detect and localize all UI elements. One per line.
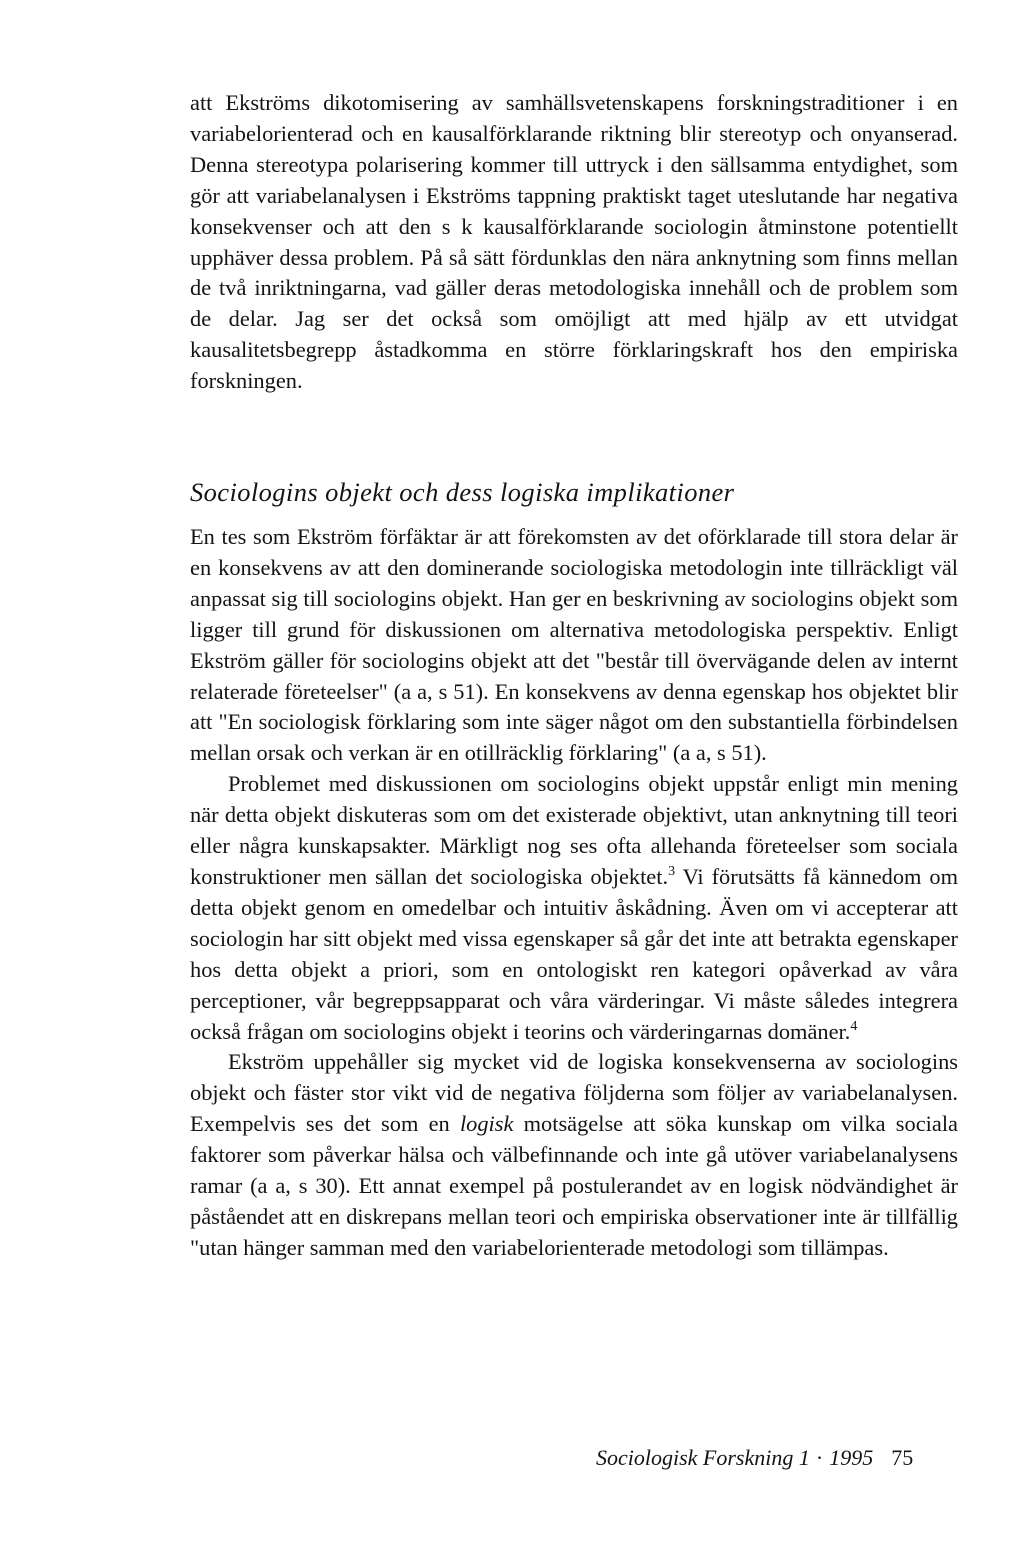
section-heading: Sociologins objekt och dess logiska implikationer [190, 477, 735, 507]
footer-year: 1995 [829, 1445, 874, 1470]
paragraph-1: En tes som Ekström förfäktar är att förekomsten av det oförklarade till stora delar är en konsekvens av att den dominerande sociologiska metodologin inte tillräckligt väl anpassat sig till sociologins objekt. Han ger en beskrivning av sociologins objekt som ligger till grund för diskussionen om alternativa metodologiska perspektiv. Enligt Ekström gäller för sociologins objekt att det "består till övervägande delen av internt relaterade företeelser" (a a, s 51). En konsekvens av denna egenskap hos objektet blir att "En sociologisk förklaring som inte säger något om den substantiella förbindelsen mellan orsak och verkan är en otillräcklig förklaring" (a a, s 51). [190, 524, 958, 766]
paragraph-2-part-2: Vi förutsätts få kännedom om detta objekt genom en omedelbar och intuitiv åskådning. Även om vi accepterar att sociologin har sitt objekt med vissa egenskaper så går det inte att betrakta egenskaper hos detta objekt a priori, som en ontologiskt ren kategori opåverkad av våra perceptioner, vår begreppsapparat och våra värderingar. Vi måste således integrera också frågan om sociologins objekt i teorins och värderingarnas domäner. [190, 863, 958, 1044]
body-text-main [190, 522, 958, 1264]
paragraph-continued: att Ekströms dikotomisering av samhällsvetenskapens forskningstraditioner i en variabelorienterad och en kausalförklarande riktning blir stereotyp och onyanserad. Denna stereotypa polarisering kommer till uttryck i den sällsamma entydighet, som gör att variabelanalysen i Ekströms tappning praktiskt taget uteslutande har negativa konsekvenser och att den s k kausalförklarande sociologin åtminstone potentiellt upphäver dessa problem. På så sätt fördunklas den nära anknytning som finns mellan de två inriktningarna, vad gäller deras metodologiska innehåll och de problem som de delar. Jag ser det också som omöjligt att med hjälp av ett utvidgat kausalitetsbegrepp åstadkomma en större förklaringskraft hos den empiriska forskningen. [190, 90, 958, 394]
paragraph-2 [190, 769, 958, 1047]
page-number: 75 [891, 1445, 914, 1470]
paragraph-3-part-2: motsägelse att söka kunskap om vilka sociala faktorer som påverkar hälsa och välbefinnande och inte gå utöver variabelanalysens ramar (a a, s 30). Ett annat exempel på postulerandet av en logisk nödvändighet är påståendet att en diskrepans mellan teori och empiriska observationer inte är tillfällig "utan hänger samman med den variabelorienterade metodologi som tillämpas. [190, 1111, 958, 1260]
body-text-top [190, 88, 958, 397]
footer-separator: · [815, 1445, 824, 1470]
paragraph-3 [190, 1047, 958, 1263]
paragraph-2-part-1: Problemet med diskussionen om sociologins objekt uppstår enligt min mening när detta objekt diskuteras som om det existerade objektivt, utan anknytning till teori eller några kunskapsakter. Märkligt nog ses ofta allehanda företeelser som sociala konstruktioner men sällan det sociologiska objektet. [190, 771, 958, 889]
paragraph-3-emphasis: logisk [459, 1111, 514, 1137]
footnote-ref-3: 3 [668, 863, 676, 879]
footer-journal: Sociologisk Forskning 1 [596, 1445, 810, 1470]
paragraph-3-part-1: Ekström uppehåller sig mycket vid de logiska konsekvenserna av sociologins objekt och fäster stor vikt vid de negativa följderna som följer av variabelanalysen. Exempelvis ses det som en [190, 1049, 958, 1137]
page-footer [596, 1443, 913, 1473]
footnote-ref-4: 4 [850, 1018, 858, 1034]
